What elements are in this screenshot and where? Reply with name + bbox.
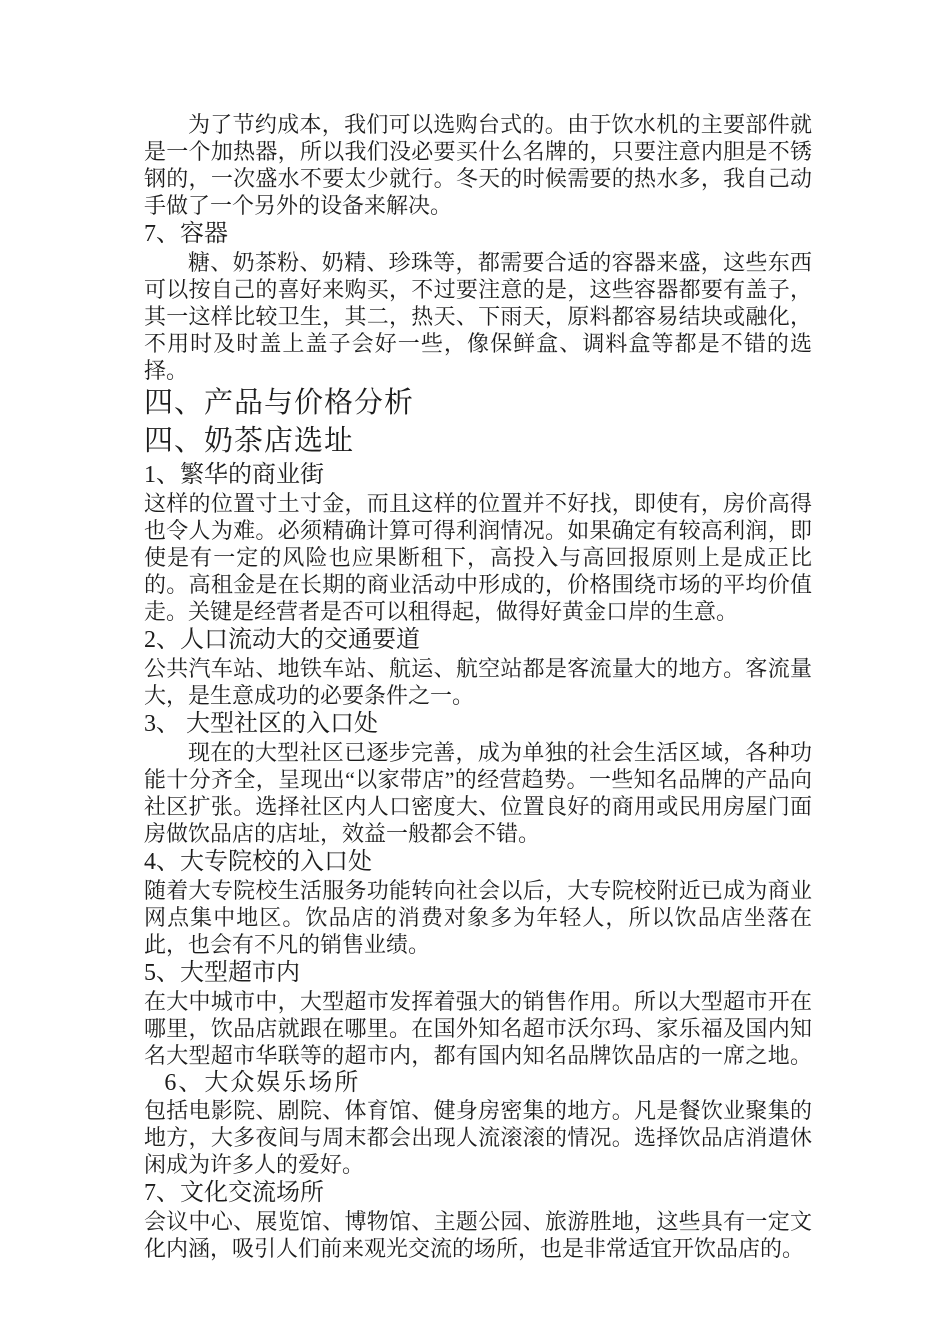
paragraph (144, 877, 812, 958)
sub-heading (144, 1178, 812, 1208)
paragraph-text: 为了节约成本，我们可以选购台式的。由于饮水机的主要部件就是一个加热器，所以我们没必要买什么名牌的，只要注意内胆是不锈钢的，一次盛水不要太少就行。冬天的时候需要的热水多，我自己动手做了一个另外的设备来解决。 (144, 112, 812, 218)
paragraph (144, 490, 812, 625)
heading-text: 5、大型超市内 (144, 960, 300, 986)
paragraph (144, 249, 812, 384)
paragraph (144, 1097, 812, 1178)
heading-text: 7、文化交流场所 (144, 1180, 324, 1206)
paragraph-text: 包括电影院、剧院、体育馆、健身房密集的地方。凡是餐饮业聚集的地方，大多夜间与周末都会出现人流滚滚的情况。选择饮品店消遣休闲成为许多人的爱好。 (144, 1098, 812, 1177)
paragraph-text: 会议中心、展览馆、博物馆、主题公园、旅游胜地，这些具有一定文化内涵，吸引人们前来观光交流的场所，也是非常适宜开饮品店的。 (144, 1209, 812, 1261)
paragraph (144, 111, 812, 219)
sub-heading (144, 460, 812, 490)
heading-text: 四、产品与价格分析 (144, 387, 415, 419)
sub-heading (144, 958, 812, 988)
paragraph-text: 这样的位置寸土寸金，而且这样的位置并不好找，即使有，房价高得也令人为难。必须精确计算可得利润情况。如果确定有较高利润，即使是有一定的风险也应果断租下，高投入与高回报原则上是成正比的。高租金是在长期的商业活动中形成的，价格围绕市场的平均价值走。关键是经营者是否可以租得起，做得好黄金口岸的生意。 (144, 491, 812, 624)
paragraph-text: 现在的大型社区已逐步完善，成为单独的社会生活区域，各种功能十分齐全，呈现出“以家带店”的经营趋势。一些知名品牌的产品向社区扩张。选择社区内人口密度大、位置良好的商用或民用房屋门面房做饮品店的店址，效益一般都会不错。 (144, 740, 812, 846)
paragraph-text: 糖、奶茶粉、奶精、珍珠等，都需要合适的容器来盛，这些东西可以按自己的喜好来购买，不过要注意的是，这些容器都要有盖子，其一这样比较卫生，其二，热天、下雨天，原料都容易结块或融化，不用时及时盖上盖子会好一些，像保鲜盒、调料盒等都是不错的选择。 (144, 250, 812, 383)
paragraph-text: 在大中城市中，大型超市发挥着强大的销售作用。所以大型超市开在哪里，饮品店就跟在哪里。在国外知名超市沃尔玛、家乐福及国内知名大型超市华联等的超市内，都有国内知名品牌饮品店的一席之地。 (144, 989, 812, 1068)
section-heading (144, 422, 812, 460)
section-heading (144, 384, 812, 422)
paragraph (144, 988, 812, 1097)
heading-text: 4、大专院校的入口处 (144, 849, 372, 875)
sub-heading (144, 709, 812, 739)
sub-heading (144, 625, 812, 655)
inline-sub-heading: 6、大众娱乐场所 (164, 1070, 361, 1096)
sub-heading (144, 219, 812, 249)
heading-text: 7、容器 (144, 221, 228, 247)
heading-text: 2、人口流动大的交通要道 (144, 627, 420, 653)
document-content (144, 111, 812, 1262)
paragraph (144, 1208, 812, 1262)
paragraph (144, 739, 812, 847)
paragraph-text: 随着大专院校生活服务功能转向社会以后，大专院校附近已成为商业网点集中地区。饮品店的消费对象多为年轻人，所以饮品店坐落在此，也会有不凡的销售业绩。 (144, 878, 812, 957)
paragraph-text: 公共汽车站、地铁车站、航运、航空站都是客流量大的地方。客流量大，是生意成功的必要条件之一。 (144, 656, 812, 708)
paragraph (144, 655, 812, 709)
heading-text: 3、 大型社区的入口处 (144, 711, 378, 737)
sub-heading (144, 847, 812, 877)
heading-text: 四、奶茶店选址 (144, 425, 355, 457)
heading-text: 1、繁华的商业街 (144, 462, 324, 488)
